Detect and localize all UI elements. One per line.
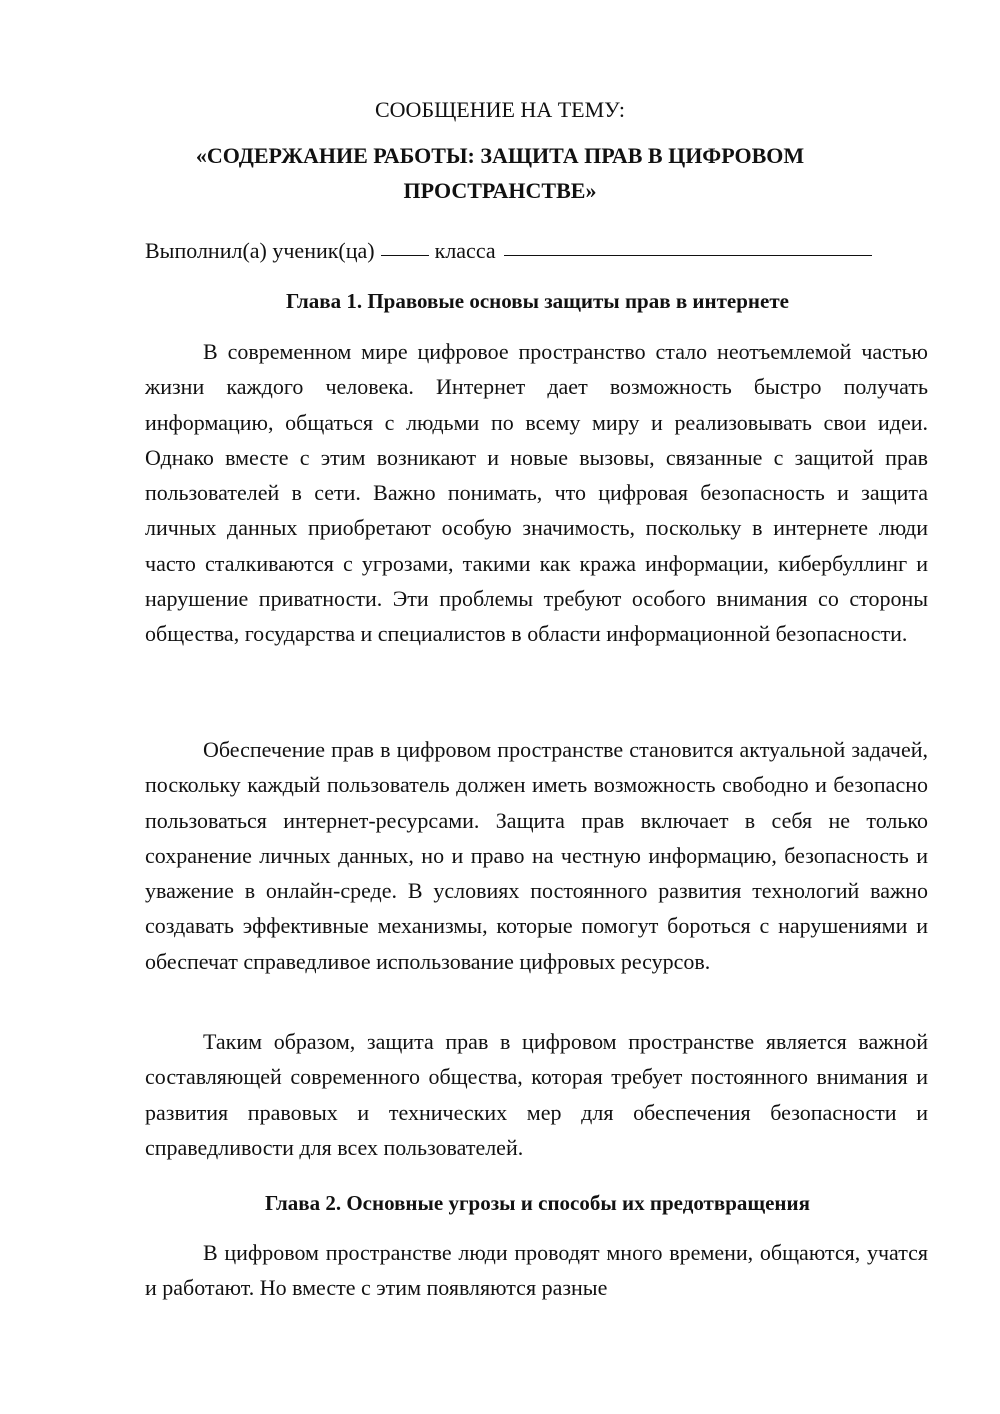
author-line-middle: класса	[434, 238, 496, 263]
chapter-1-paragraph-1: В современном мире цифровое пространство стало неотъемлемой частью жизни каждого человека. Интернет дает возможность быстро получать информацию, общаться с людьми по всему миру и реализовывать свои идеи. Однако вместе с этим возникают и новые вызовы, связанные с защитой прав пользователей в сети. Важно понимать, что цифровая безопасность и защита личных данных приобретают особую значимость, поскольку в интернете люди часто сталкиваются с угрозами, такими как кража информации, кибербуллинг и нарушение приватности. Эти проблемы требуют особого внимания со стороны общества, государства и специалистов в области информационной безопасности.	[145, 339, 928, 647]
chapter-2-heading: Глава 2. Основные угрозы и способы их предотвращения	[264, 1191, 810, 1215]
chapter-2-paragraph-1: В цифровом пространстве люди проводят много времени, общаются, учатся и работают. Но вместе с этим появляются разные	[145, 1240, 928, 1301]
name-blank	[504, 229, 872, 256]
chapter-1-heading: Глава 1. Правовые основы защиты прав в интернете	[285, 289, 789, 313]
chapter-1-paragraph-3: Таким образом, защита прав в цифровом пространстве является важной составляющей современного общества, которая требует постоянного внимания и развития правовых и технических мер для обеспечения безопасности и справедливости для всех пользователей.	[145, 1029, 928, 1160]
chapter-1-paragraph-2: Обеспечение прав в цифровом пространстве становится актуальной задачей, поскольку каждый пользователь должен иметь возможность свободно и безопасно пользоваться интернет-ресурсами. Защита прав включает в себя не только сохранение личных данных, но и право на честную информацию, безопасность и уважение в онлайн-среде. В условиях постоянного развития технологий важно создавать эффективные механизмы, которые помогут бороться с нарушениями и обеспечат справедливое использование цифровых ресурсов.	[145, 737, 928, 974]
grade-blank	[381, 229, 429, 256]
author-line	[145, 231, 930, 268]
author-line-prefix: Выполнил(а) ученик(ца)	[145, 238, 375, 263]
document-type-line: СООБЩЕНИЕ НА ТЕМУ:	[375, 97, 625, 122]
document-title: «СОДЕРЖАНИЕ РАБОТЫ: ЗАЩИТА ПРАВ В ЦИФРОВОМ ПРОСТРАНСТВЕ»	[195, 143, 805, 203]
